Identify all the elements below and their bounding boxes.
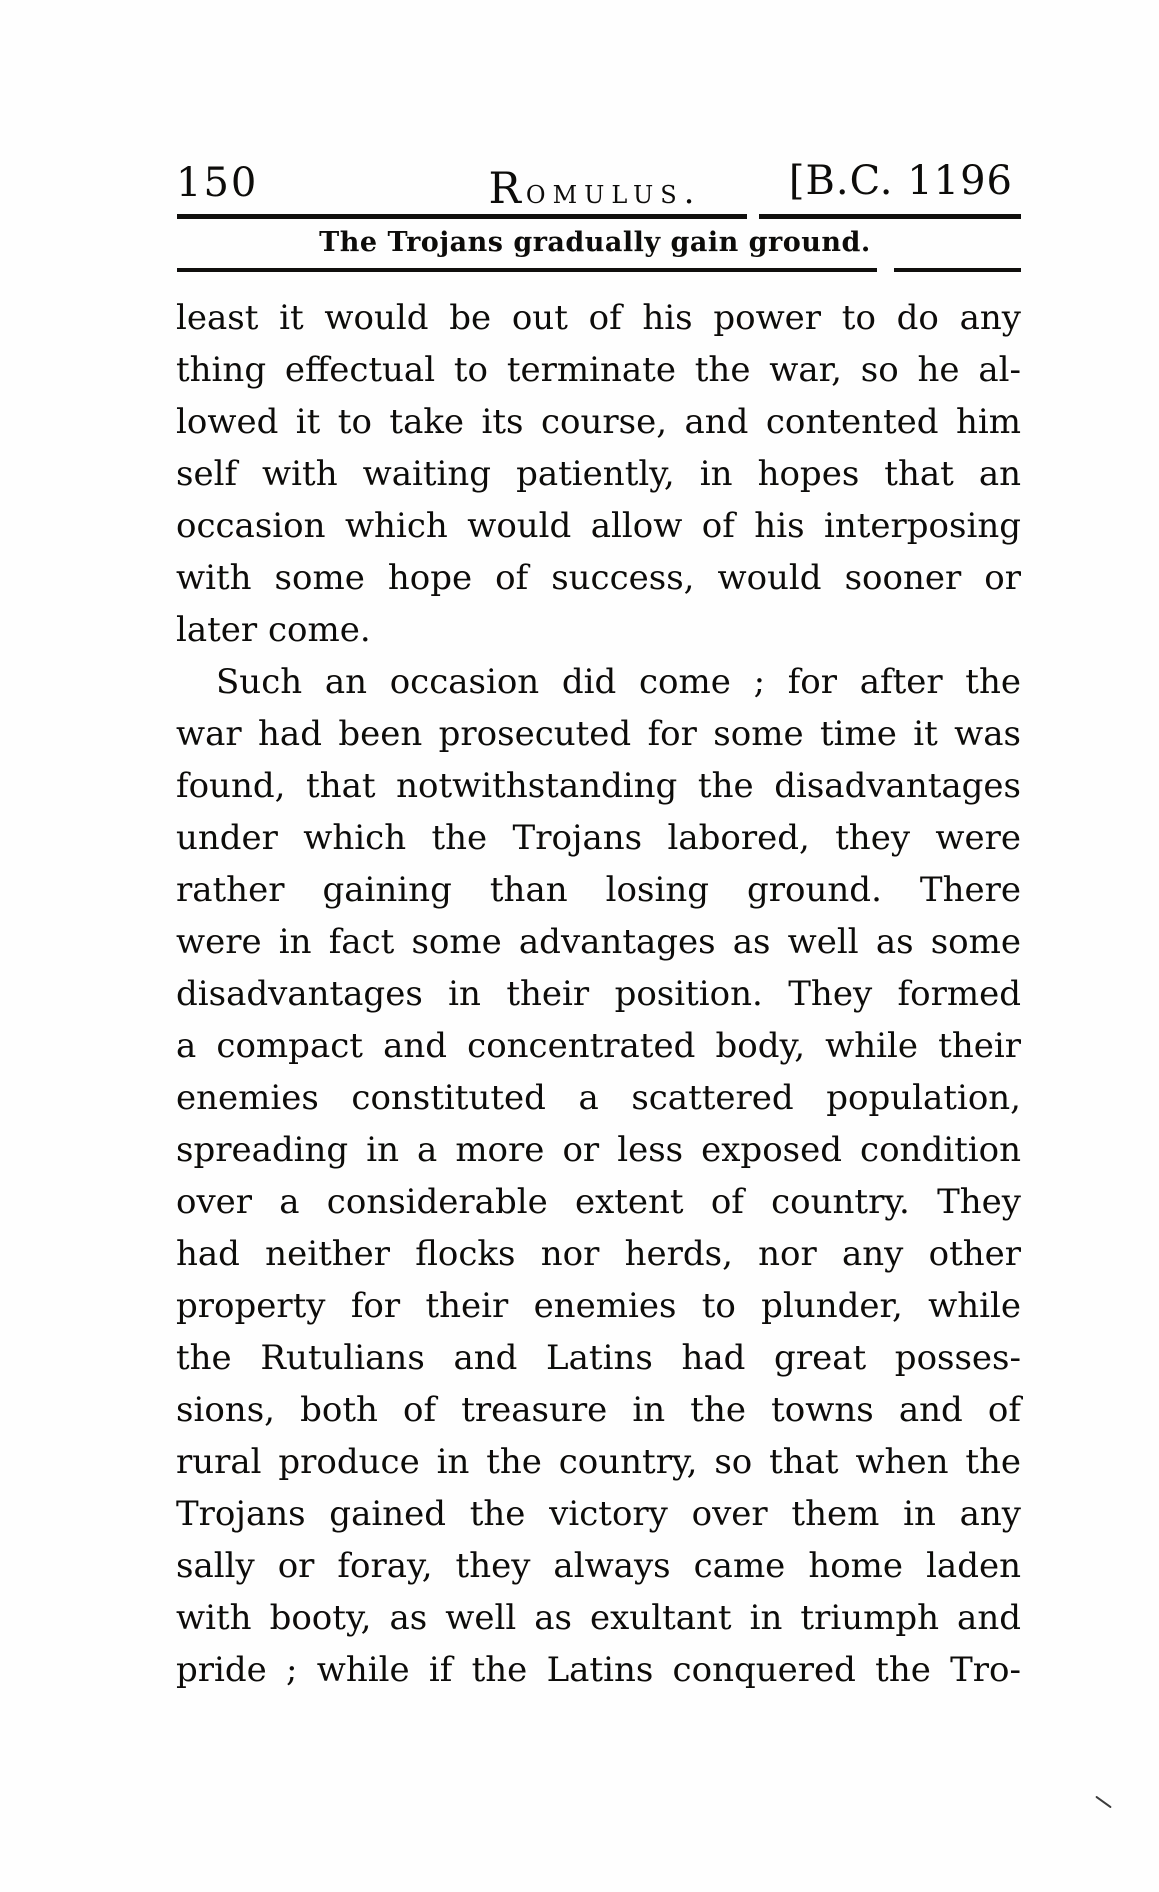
text-line: with some hope of success, would sooner or	[176, 558, 1021, 598]
text-line: rural produce in the country, so that when the	[176, 1442, 1021, 1482]
paragraph	[176, 292, 1021, 656]
text-line: disadvantages in their position. They formed	[176, 974, 1021, 1014]
text-line: enemies constituted a scattered population,	[176, 1078, 1021, 1118]
body-text	[176, 292, 1021, 1696]
text-line: found, that notwithstanding the disadvantages	[176, 766, 1021, 806]
header-rule-left-segment	[177, 214, 747, 219]
text-line: under which the Trojans labored, they were	[176, 818, 1021, 858]
text-line: later come.	[176, 610, 371, 650]
running-title: Romulus.	[488, 164, 702, 214]
text-line: least it would be out of his power to do any	[176, 298, 1021, 338]
text-line: Trojans gained the victory over them in any	[176, 1494, 1021, 1534]
text-line: with booty, as well as exultant in triumph and	[176, 1598, 1021, 1638]
text-line: sally or foray, they always came home laden	[176, 1546, 1021, 1586]
page-number: 150	[176, 160, 259, 206]
text-line: lowed it to take its course, and contented him	[176, 402, 1021, 442]
running-head: The Trojans gradually gain ground.	[319, 227, 871, 258]
text-line: rather gaining than losing ground. There	[176, 870, 1021, 910]
text-line: self with waiting patiently, in hopes that an	[176, 454, 1021, 494]
subhead-rule-left-segment	[177, 268, 877, 272]
paragraph	[176, 656, 1021, 1696]
subhead-rule-right-segment	[894, 268, 1021, 272]
text-line: pride ; while if the Latins conquered the Tro-	[176, 1650, 1021, 1690]
header-rule-right-segment	[759, 214, 1021, 219]
era-label: [B.C. 1196	[788, 158, 1013, 204]
text-line: a compact and concentrated body, while their	[176, 1026, 1021, 1066]
stray-scan-mark	[1095, 1796, 1112, 1809]
text-line: had neither flocks nor herds, nor any other	[176, 1234, 1021, 1274]
text-line: spreading in a more or less exposed condition	[176, 1130, 1021, 1170]
text-line: occasion which would allow of his interposing	[176, 506, 1021, 546]
text-line: over a considerable extent of country. They	[176, 1182, 1021, 1222]
text-line: the Rutulians and Latins had great posses-	[176, 1338, 1021, 1378]
text-line: were in fact some advantages as well as some	[176, 922, 1021, 962]
text-line: war had been prosecuted for some time it was	[176, 714, 1021, 754]
text-line: Such an occasion did come ; for after the	[216, 662, 1021, 702]
text-line: sions, both of treasure in the towns and of	[176, 1390, 1021, 1430]
text-line: property for their enemies to plunder, while	[176, 1286, 1021, 1326]
text-line: thing effectual to terminate the war, so he al-	[176, 350, 1021, 390]
